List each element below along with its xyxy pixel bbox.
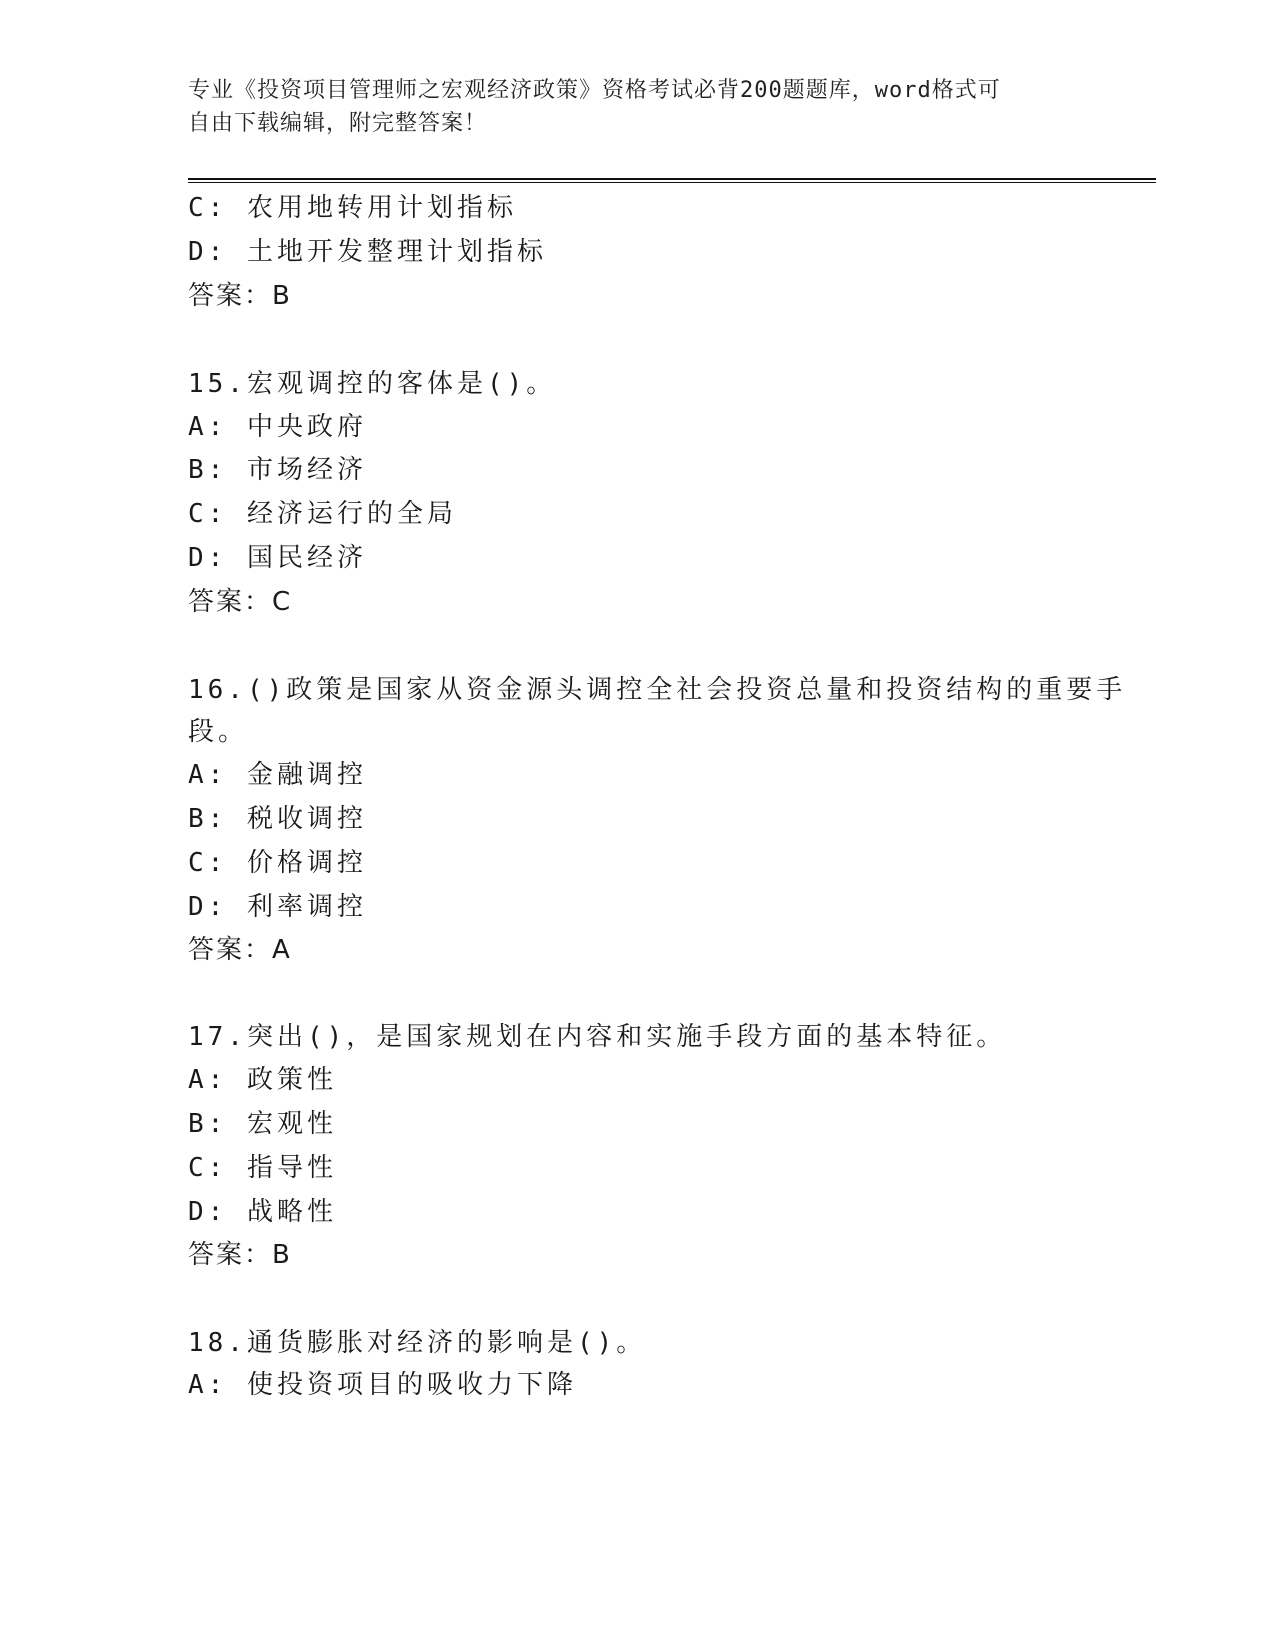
question-17-answer: 答案：B bbox=[188, 1240, 292, 1270]
question-18-option-a: A: 使投资项目的吸收力下降 bbox=[188, 1370, 577, 1400]
question-16-option-b: B: 税收调控 bbox=[188, 804, 367, 834]
header-divider bbox=[188, 178, 1156, 183]
question-17-option-b: B: 宏观性 bbox=[188, 1109, 337, 1139]
question-16-option-c: C: 价格调控 bbox=[188, 848, 367, 878]
question-16-stem-line-1: 16.()政策是国家从资金源头调控全社会投资总量和投资结构的重要手 bbox=[188, 675, 1127, 705]
header-title-line-2: 自由下载编辑，附完整答案！ bbox=[188, 111, 488, 136]
question-16-option-d: D: 利率调控 bbox=[188, 892, 367, 922]
question-15-answer: 答案：C bbox=[188, 587, 293, 617]
option-c: C: 农用地转用计划指标 bbox=[188, 193, 517, 223]
question-17-option-d: D: 战略性 bbox=[188, 1197, 337, 1227]
document-header bbox=[188, 74, 1088, 140]
answer: 答案：B bbox=[188, 281, 292, 311]
question-17-option-a: A: 政策性 bbox=[188, 1065, 337, 1095]
question-15-option-c: C: 经济运行的全局 bbox=[188, 499, 457, 529]
question-15-option-a: A: 中央政府 bbox=[188, 412, 367, 442]
question-17-option-c: C: 指导性 bbox=[188, 1153, 337, 1183]
question-15-stem: 15.宏观调控的客体是()。 bbox=[188, 369, 557, 399]
question-16-stem-line-2: 段。 bbox=[188, 717, 249, 747]
question-16-option-a: A: 金融调控 bbox=[188, 760, 367, 790]
question-15-option-d: D: 国民经济 bbox=[188, 543, 367, 573]
question-16-answer: 答案：A bbox=[188, 935, 292, 965]
question-17-stem: 17.突出()，是国家规划在内容和实施手段方面的基本特征。 bbox=[188, 1022, 1007, 1052]
option-d: D: 土地开发整理计划指标 bbox=[188, 237, 547, 267]
question-18-stem: 18.通货膨胀对经济的影响是()。 bbox=[188, 1328, 647, 1358]
question-15-option-b: B: 市场经济 bbox=[188, 455, 367, 485]
header-title-line-1: 专业《投资项目管理师之宏观经济政策》资格考试必背200题题库，word格式可 bbox=[188, 78, 1001, 103]
